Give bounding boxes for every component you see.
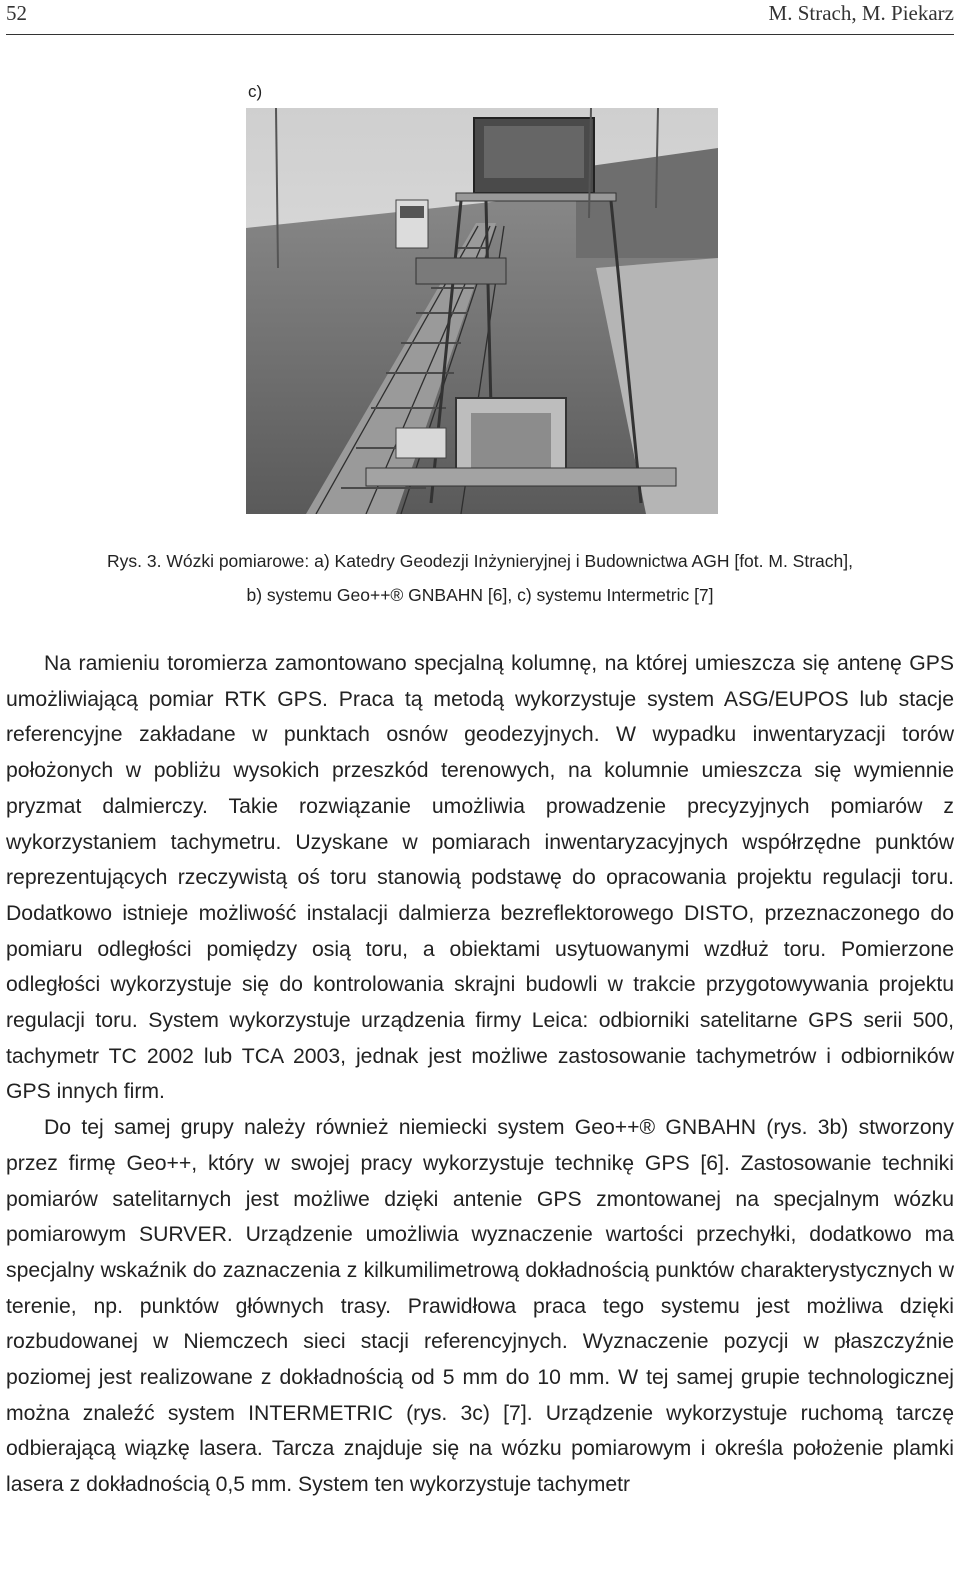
figure-photo-measuring-trolley — [246, 108, 718, 514]
caption-line-2: b) systemu Geo++® GNBAHN [6], c) systemu Intermetric [7] — [246, 585, 714, 605]
running-head-authors: M. Strach, M. Piekarz — [768, 1, 954, 25]
caption-line-1: Rys. 3. Wózki pomiarowe: a) Katedry Geodezji Inżynieryjnej i Budownictwa AGH [fot. M. Strach], — [107, 551, 853, 571]
body-text — [6, 646, 954, 1503]
figure-panel-label: c) — [248, 82, 263, 101]
paragraph-1: Na ramieniu toromierza zamontowano specjalną kolumnę, na której umieszcza się antenę GPS umożliwiającą pomiar RTK GPS. Praca tą metodą wykorzystuje system ASG/EUPOS lub stacje referencyjne zakładane w punktach osnów geodezyjnych. W wypadku inwentaryzacji torów położonych w pobliżu wysokich przeszkód terenowych, na kolumnie umieszcza się wymiennie pryzmat dalmierczy. Takie rozwiązanie umożliwia prowadzenie precyzyjnych pomiarów z wykorzystaniem tachymetru. Uzyskane w pomiarach inwentaryzacyjnych współrzędne punktów reprezentujących rzeczywistą oś toru stanowią podstawę do opracowania projektu regulacji toru. Dodatkowo istnieje możliwość instalacji dalmierza bezreflektorowego DISTO, przeznaczonego do pomiaru odległości pomiędzy osią toru, a obiektami usytuowanymi wzdłuż toru. Pomierzone odległości wykorzystuje się do kontrolowania skrajni budowli w trakcie przygotowywania projektu regulacji toru. System wykorzystuje urządzenia firmy Leica: odbiorniki satelitarne GPS serii 500, tachymetr TC 2002 lub TCA 2003, jednak jest możliwe zastosowanie tachymetrów i odbiorników GPS innych firm. — [6, 652, 954, 1104]
page-header — [6, 0, 954, 35]
paragraph-2: Do tej samej grupy należy również niemiecki system Geo++® GNBAHN (rys. 3b) stworzony przez firmę Geo++, który w swojej pracy wykorzystuje technikę GPS [6]. Zastosowanie techniki pomiarów satelitarnych jest możliwe dzięki antenie GPS zmontowanej na specjalnym wózku pomiarowym SURVER. Urządzenie umożliwia wyznaczenie wartości przechyłki, dodatkowo ma specjalny wskaźnik do zaznaczenia z kilkumilimetrową dokładnością punktów charakterystycznych w terenie, np. punktów głównych trasy. Prawidłowa praca tego systemu jest możliwa dzięki rozbudowanej w Niemczech sieci stacji referencyjnych. Wyznaczenie pozycji w płaszczyźnie poziomej jest realizowane z dokładnością od 5 mm do 10 mm. W tej samej grupie technologicznej można znaleźć system INTERMETRIC (rys. 3c) [7]. Urządzenie wykorzystuje ruchomą tarczę odbierającą wiązkę lasera. Tarcza znajduje się na wózku pomiarowym i określa położenie plamki lasera z dokładnością 0,5 mm. System ten wykorzystuje tachymetr — [6, 1116, 954, 1497]
page-number: 52 — [6, 1, 27, 25]
figure-caption — [40, 544, 920, 612]
